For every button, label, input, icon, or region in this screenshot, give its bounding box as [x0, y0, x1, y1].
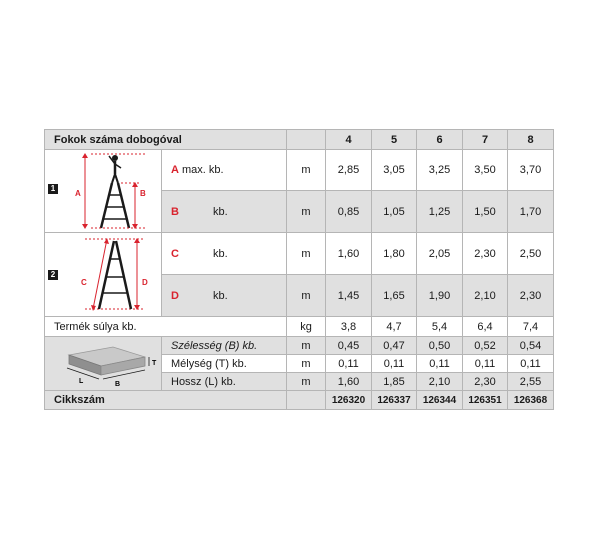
- article-unit-cell: [287, 391, 326, 410]
- dim-c-label: C: [81, 278, 87, 287]
- value-cell: 1,50: [463, 191, 508, 233]
- value-cell: 3,8: [326, 317, 372, 337]
- row-c-text: kb.: [212, 247, 228, 260]
- row-d-label: [162, 275, 287, 317]
- value-cell: 1,25: [417, 191, 463, 233]
- value-cell: 0,45: [326, 337, 372, 355]
- ladder-with-person-icon: [45, 150, 162, 232]
- unit-cell: m: [287, 337, 326, 355]
- dim-d-label: D: [142, 278, 148, 287]
- value-cell: 1,90: [417, 275, 463, 317]
- article-number: 126337: [372, 391, 417, 410]
- unit-cell: kg: [287, 317, 326, 337]
- value-cell: 1,60: [326, 233, 372, 275]
- row-a: [45, 150, 554, 191]
- row-b-text: kb.: [212, 205, 228, 218]
- config-1-diagram: [45, 150, 162, 233]
- dim-a-label: A: [75, 189, 81, 198]
- header-unit-cell: [287, 130, 326, 150]
- value-cell: 0,54: [508, 337, 554, 355]
- value-cell: 0,47: [372, 337, 417, 355]
- value-cell: 0,11: [326, 355, 372, 373]
- width-label: Szélesség (B) kb.: [162, 337, 287, 355]
- value-cell: 6,4: [463, 317, 508, 337]
- article-number: 126368: [508, 391, 554, 410]
- row-c-label: [162, 233, 287, 275]
- value-cell: 2,10: [417, 373, 463, 391]
- value-cell: 2,10: [463, 275, 508, 317]
- value-cell: 7,4: [508, 317, 554, 337]
- row-c: [45, 233, 554, 275]
- step-count: 6: [417, 130, 463, 150]
- value-cell: 0,50: [417, 337, 463, 355]
- ladder-open-icon: [45, 233, 162, 317]
- config-2-diagram: [45, 233, 162, 317]
- value-cell: 1,70: [508, 191, 554, 233]
- value-cell: 2,05: [417, 233, 463, 275]
- article-number: 126344: [417, 391, 463, 410]
- row-a-text: max. kb.: [182, 164, 224, 176]
- value-cell: 4,7: [372, 317, 417, 337]
- article-number: 126351: [463, 391, 508, 410]
- step-count: 4: [326, 130, 372, 150]
- package-box-icon: [45, 337, 162, 392]
- dim-t-label: T: [152, 360, 157, 367]
- unit-cell: m: [287, 150, 326, 191]
- value-cell: 0,11: [508, 355, 554, 373]
- weight-label: Termék súlya kb.: [45, 317, 287, 337]
- unit-cell: m: [287, 275, 326, 317]
- unit-cell: m: [287, 373, 326, 391]
- letter-d: D: [171, 289, 179, 302]
- article-row: [45, 391, 554, 410]
- header-title: Fokok száma dobogóval: [45, 130, 287, 150]
- value-cell: 1,65: [372, 275, 417, 317]
- value-cell: 0,85: [326, 191, 372, 233]
- ladder-spec-table: [44, 129, 554, 410]
- package-diagram: [45, 337, 162, 391]
- config-2-badge: 2: [48, 270, 58, 280]
- value-cell: 1,85: [372, 373, 417, 391]
- value-cell: 3,70: [508, 150, 554, 191]
- depth-label: Mélység (T) kb.: [162, 355, 287, 373]
- weight-row: [45, 317, 554, 337]
- article-label: Cikkszám: [45, 391, 287, 410]
- value-cell: 3,50: [463, 150, 508, 191]
- dim-bw-label: B: [115, 381, 121, 388]
- step-count: 8: [508, 130, 554, 150]
- value-cell: 0,11: [417, 355, 463, 373]
- value-cell: 2,55: [508, 373, 554, 391]
- value-cell: 2,85: [326, 150, 372, 191]
- value-cell: 0,52: [463, 337, 508, 355]
- value-cell: 1,60: [326, 373, 372, 391]
- value-cell: 5,4: [417, 317, 463, 337]
- row-d-text: kb.: [212, 289, 228, 302]
- config-1-badge: 1: [48, 184, 58, 194]
- unit-cell: m: [287, 191, 326, 233]
- value-cell: 1,45: [326, 275, 372, 317]
- value-cell: 1,05: [372, 191, 417, 233]
- value-cell: 2,50: [508, 233, 554, 275]
- letter-b: B: [171, 205, 179, 218]
- letter-a: A: [171, 164, 179, 176]
- dim-l-label: L: [79, 378, 84, 385]
- value-cell: 0,11: [463, 355, 508, 373]
- row-b-label: [162, 191, 287, 233]
- width-row: [45, 337, 554, 355]
- article-number: 126320: [326, 391, 372, 410]
- length-label: Hossz (L) kb.: [162, 373, 287, 391]
- letter-c: C: [171, 247, 179, 260]
- value-cell: 0,11: [372, 355, 417, 373]
- value-cell: 2,30: [463, 373, 508, 391]
- value-cell: 1,80: [372, 233, 417, 275]
- row-a-label: [162, 150, 287, 191]
- unit-cell: m: [287, 355, 326, 373]
- step-count: 5: [372, 130, 417, 150]
- header-row: [45, 130, 554, 150]
- unit-cell: m: [287, 233, 326, 275]
- value-cell: 2,30: [463, 233, 508, 275]
- value-cell: 2,30: [508, 275, 554, 317]
- value-cell: 3,05: [372, 150, 417, 191]
- value-cell: 3,25: [417, 150, 463, 191]
- dim-b-label: B: [140, 189, 146, 198]
- step-count: 7: [463, 130, 508, 150]
